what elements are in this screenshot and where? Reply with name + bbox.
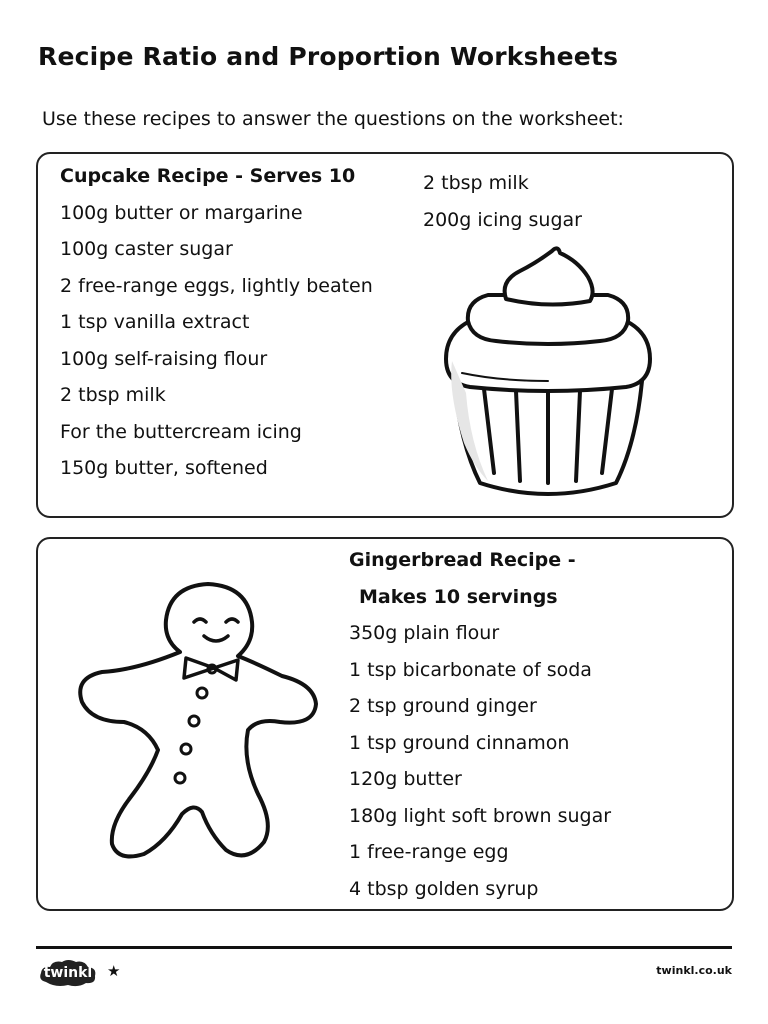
ingredient-item: 2 tbsp milk — [423, 172, 529, 194]
ingredient-item: 2 tsp ground ginger — [349, 695, 537, 717]
ingredient-item: 200g icing sugar — [423, 208, 582, 231]
ingredient-item: 1 free-range egg — [349, 841, 509, 863]
star-icon: ★ — [107, 962, 121, 980]
twinkl-logo — [38, 958, 98, 988]
gingerbread-heading-line-1: Gingerbread Recipe - — [349, 549, 576, 571]
cupcake-illustration — [440, 243, 656, 505]
ingredient-item: 120g butter — [349, 768, 462, 790]
cupcake-ingredients-column-1 — [60, 158, 373, 487]
ingredient-item: 1 tsp bicarbonate of soda — [349, 658, 592, 681]
cupcake-ingredients-column-2 — [423, 165, 582, 238]
ingredient-item: 1 tsp ground cinnamon — [349, 731, 570, 754]
ingredient-item: 100g caster sugar — [60, 238, 233, 260]
gingerbread-heading-line-2: Makes 10 servings — [359, 585, 558, 608]
page-title: Recipe Ratio and Proportion Worksheets — [38, 42, 619, 71]
logo-text: twinkl — [43, 965, 93, 981]
ingredient-item: 1 tsp vanilla extract — [60, 311, 250, 333]
gingerbread-ingredients-column — [349, 542, 611, 907]
ingredient-item: 2 tbsp milk — [60, 384, 166, 406]
ingredient-item: 350g plain flour — [349, 622, 500, 644]
ingredient-item: 180g light soft brown sugar — [349, 804, 612, 827]
ingredient-item: 2 free-range eggs, lightly beaten — [60, 274, 373, 297]
ingredient-item: 100g butter or margarine — [60, 201, 303, 224]
cupcake-heading: Cupcake Recipe - Serves 10 — [60, 165, 356, 187]
ingredient-item: 100g self-raising flour — [60, 347, 268, 370]
site-url[interactable]: twinkl.co.uk — [656, 964, 732, 977]
intro-text: Use these recipes to answer the questions on the worksheet: — [42, 108, 624, 130]
ingredient-item: 4 tbsp golden syrup — [349, 877, 539, 900]
ingredient-item: For the buttercream icing — [60, 420, 302, 443]
gingerbread-man-illustration — [62, 580, 328, 880]
ingredient-item: 150g butter, softened — [60, 457, 268, 479]
footer-divider — [36, 946, 732, 949]
